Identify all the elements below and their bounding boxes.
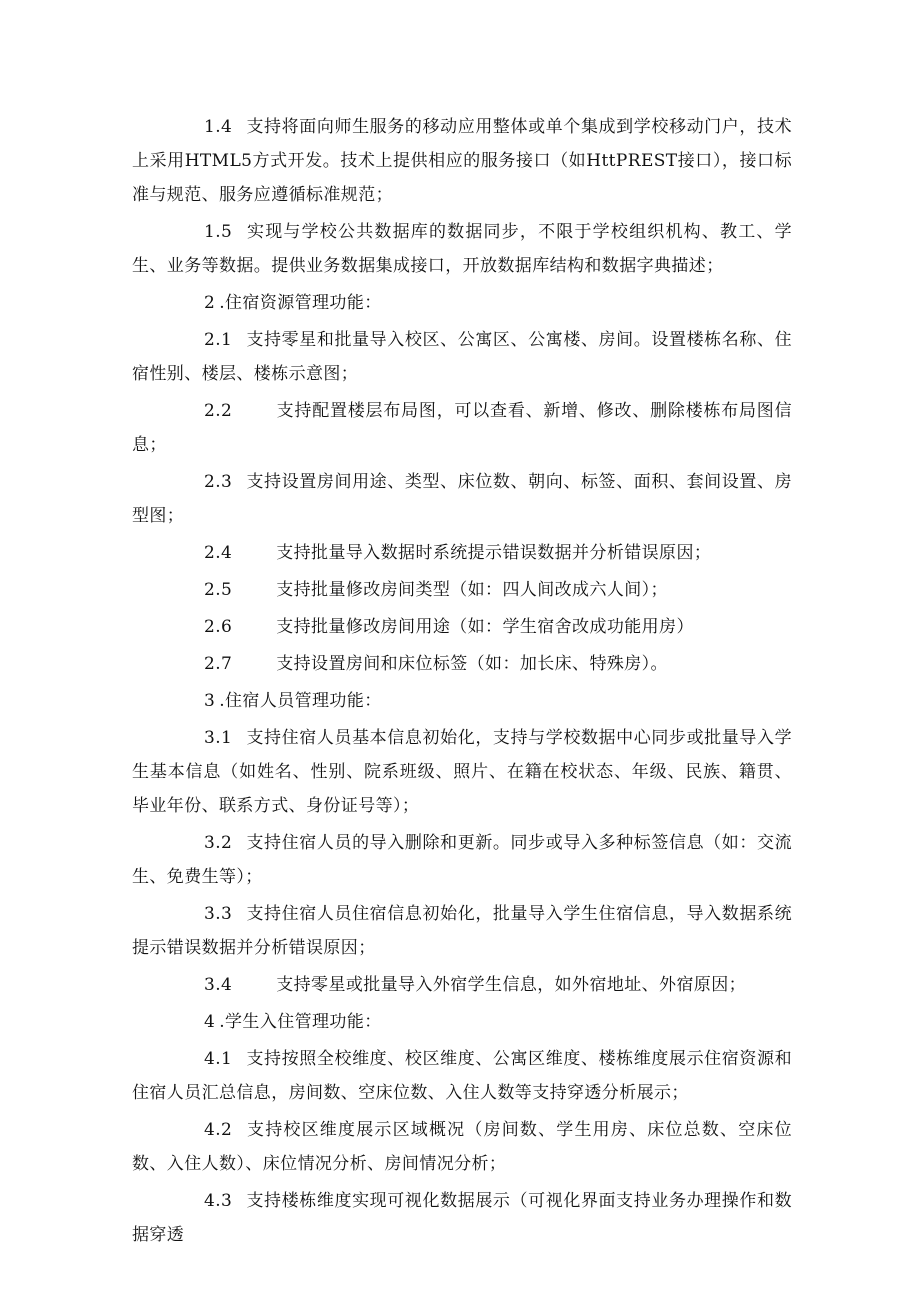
item-text: 支持设置房间和床位标签（如：加长床、特殊房）。 bbox=[276, 654, 668, 674]
document-body bbox=[132, 110, 792, 1255]
item-text: 支持设置房间用途、类型、床位数、朝向、标签、面积、套间设置、房型图； bbox=[132, 472, 792, 526]
item-text: 支持住宿人员基本信息初始化，支持与学校数据中心同步或批量导入学生基本信息（如姓名、性别、院系班级、照片、在籍在校状态、年级、民族、籍贯、毕业年份、联系方式、身份证号等）； bbox=[132, 728, 792, 816]
paragraph-2-4 bbox=[132, 536, 792, 570]
section-heading-2 bbox=[132, 286, 792, 320]
item-number: 2.5 bbox=[204, 580, 233, 600]
item-text: 支持住宿人员的导入删除和更新。同步或导入多种标签信息（如：交流生、免费生等）； bbox=[132, 833, 792, 887]
item-number: 2.1 bbox=[204, 330, 233, 350]
item-number: 1.4 bbox=[204, 117, 233, 137]
item-number: 3.1 bbox=[204, 728, 233, 748]
paragraph-2-2 bbox=[132, 394, 792, 462]
item-text: 支持楼栋维度实现可视化数据展示（可视化界面支持业务办理操作和数据穿透 bbox=[132, 1191, 792, 1245]
section-heading-3 bbox=[132, 684, 792, 718]
item-text: 支持零星和批量导入校区、公寓区、公寓楼、房间。设置楼栋名称、住宿性别、楼层、楼栋示意图； bbox=[132, 330, 792, 384]
section-heading-4 bbox=[132, 1005, 792, 1039]
item-text: 支持零星或批量导入外宿学生信息，如外宿地址、外宿原因； bbox=[276, 975, 747, 995]
item-text: 支持按照全校维度、校区维度、公寓区维度、楼栋维度展示住宿资源和住宿人员汇总信息，房间数、空床位数、入住人数等支持穿透分析展示； bbox=[132, 1049, 792, 1103]
paragraph-4-3 bbox=[132, 1184, 792, 1252]
paragraph-2-7 bbox=[132, 647, 792, 681]
item-number: 4.2 bbox=[204, 1120, 233, 1140]
section-title: .学生入住管理功能： bbox=[219, 1012, 382, 1032]
item-text: 实现与学校公共数据库的数据同步，不限于学校组织机构、教工、学生、业务等数据。提供业务数据集成接口，开放数据库结构和数据字典描述； bbox=[132, 222, 792, 276]
section-number: 3 bbox=[204, 691, 216, 711]
item-text: 支持校区维度展示区域概况（房间数、学生用房、床位总数、空床位数、入住人数）、床位情况分析、房间情况分析； bbox=[132, 1120, 792, 1174]
item-text: 支持配置楼层布局图，可以查看、新增、修改、删除楼栋布局图信息； bbox=[132, 401, 792, 455]
item-number: 2.6 bbox=[204, 617, 233, 637]
item-number: 4.1 bbox=[204, 1049, 233, 1069]
item-number: 2.7 bbox=[204, 654, 233, 674]
item-text: 支持批量修改房间用途（如：学生宿舍改成功能用房） bbox=[276, 617, 694, 637]
item-text: 支持批量导入数据时系统提示错误数据并分析错误原因； bbox=[276, 543, 712, 563]
section-number: 4 bbox=[204, 1012, 216, 1032]
item-text: 支持住宿人员住宿信息初始化，批量导入学生住宿信息，导入数据系统提示错误数据并分析错误原因； bbox=[132, 904, 792, 958]
paragraph-3-4 bbox=[132, 968, 792, 1002]
section-title: .住宿资源管理功能： bbox=[219, 293, 382, 313]
item-number: 2.4 bbox=[204, 543, 233, 563]
paragraph-1-4 bbox=[132, 110, 792, 212]
paragraph-2-6 bbox=[132, 610, 792, 644]
paragraph-2-1 bbox=[132, 323, 792, 391]
paragraph-2-3 bbox=[132, 465, 792, 533]
item-text: 支持批量修改房间类型（如：四人间改成六人间）； bbox=[276, 580, 668, 600]
item-number: 3.3 bbox=[204, 904, 233, 924]
paragraph-1-5 bbox=[132, 215, 792, 283]
paragraph-3-3 bbox=[132, 897, 792, 965]
item-number: 3.2 bbox=[204, 833, 233, 853]
paragraph-3-1 bbox=[132, 721, 792, 823]
section-title: .住宿人员管理功能： bbox=[219, 691, 382, 711]
item-number: 2.3 bbox=[204, 472, 233, 492]
item-text: 支持将面向师生服务的移动应用整体或单个集成到学校移动门户，技术上采用HTML5方式开发。技术上提供相应的服务接口（如HttPREST接口），接口标准与规范、服务应遵循标准规范； bbox=[132, 117, 792, 205]
paragraph-2-5 bbox=[132, 573, 792, 607]
paragraph-4-1 bbox=[132, 1042, 792, 1110]
item-number: 3.4 bbox=[204, 975, 233, 995]
item-number: 2.2 bbox=[204, 401, 233, 421]
paragraph-3-2 bbox=[132, 826, 792, 894]
item-number: 4.3 bbox=[204, 1191, 233, 1211]
paragraph-4-2 bbox=[132, 1113, 792, 1181]
section-number: 2 bbox=[204, 293, 216, 313]
item-number: 1.5 bbox=[204, 222, 233, 242]
